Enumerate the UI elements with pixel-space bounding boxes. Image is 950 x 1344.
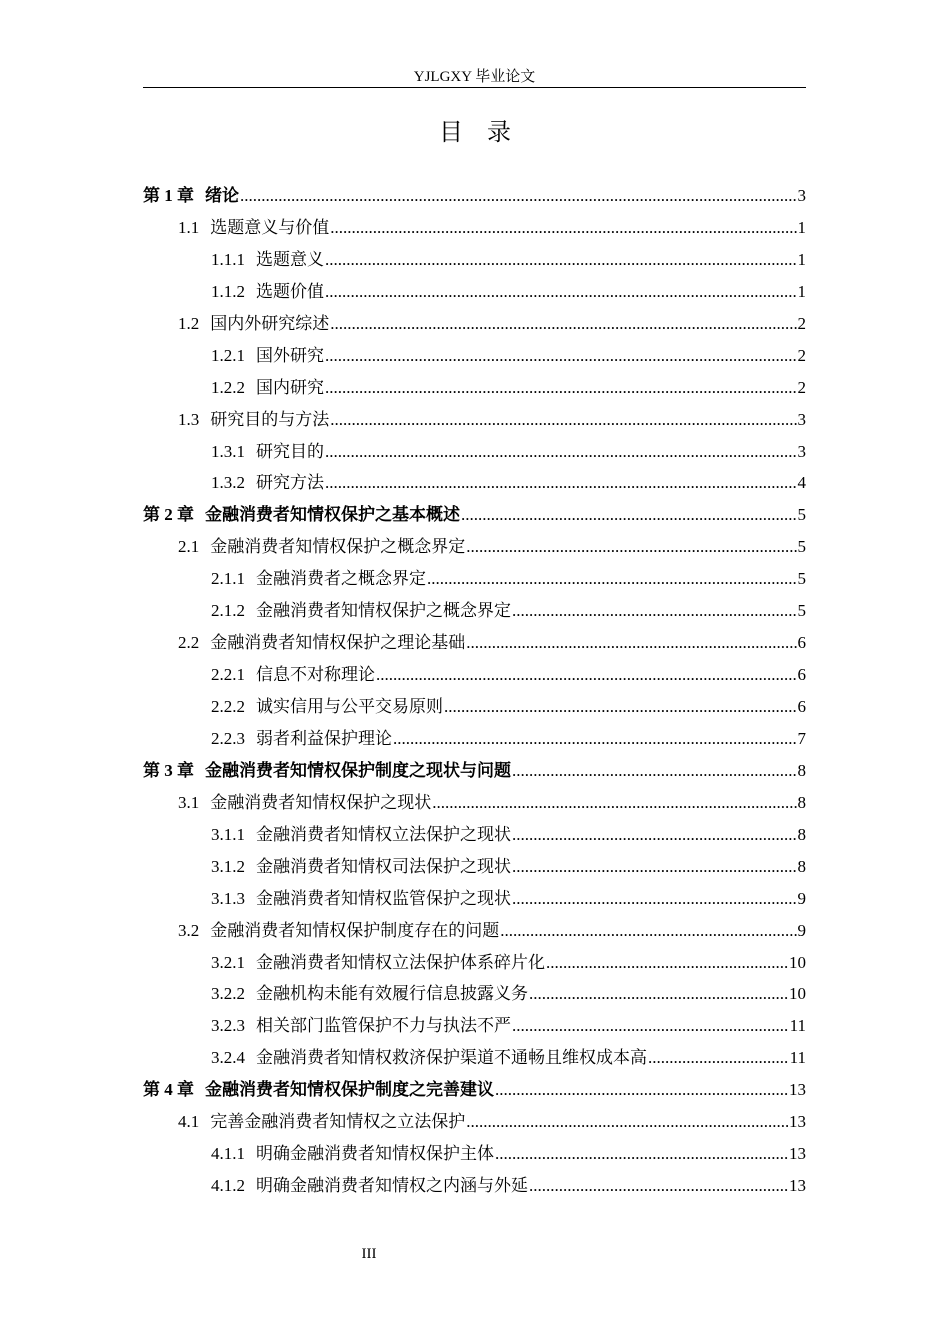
toc-entry-number: 2.1 — [178, 537, 200, 557]
toc-entry-number: 3.1.2 — [211, 856, 245, 876]
toc-entry[interactable] — [143, 436, 806, 468]
toc-entry-title: 完善金融消费者知情权之立法保护 — [210, 1112, 466, 1132]
toc-entry[interactable] — [143, 787, 806, 819]
toc-entry-title: 相关部门监管保护不力与执法不严 — [256, 1016, 511, 1036]
toc-entry-title: 国内外研究综述 — [210, 313, 330, 333]
toc-dot-leader — [330, 308, 796, 340]
toc-entry-number: 4.1.1 — [211, 1144, 245, 1164]
toc-entry[interactable] — [143, 404, 806, 436]
toc-entry-title: 金融消费者知情权司法保护之现状 — [256, 856, 511, 876]
toc-entry[interactable] — [143, 915, 806, 947]
toc-entry-number: 3.1 — [178, 792, 200, 812]
toc-entry[interactable] — [143, 340, 806, 372]
toc-entry-number: 2.2 — [178, 633, 200, 653]
toc-dot-leader — [495, 1138, 788, 1170]
toc-entry-page: 8 — [797, 856, 806, 876]
toc-dot-leader — [512, 595, 797, 627]
toc-entry-number: 第 3 章 — [143, 760, 194, 780]
toc-entry-page: 1 — [797, 217, 806, 237]
toc-dot-leader — [512, 755, 797, 787]
toc-entry-title: 金融消费者知情权保护之理论基础 — [210, 633, 466, 653]
toc-dot-leader — [376, 659, 797, 691]
toc-entry-title: 国内研究 — [256, 377, 324, 397]
toc-entry-title: 选题意义 — [256, 249, 324, 269]
toc-entry-page: 2 — [797, 377, 806, 397]
toc-dot-leader — [512, 883, 797, 915]
toc-entry-title: 金融消费者知情权保护之现状 — [210, 792, 432, 812]
toc-dot-leader — [466, 531, 796, 563]
toc-entry[interactable] — [143, 851, 806, 883]
toc-entry-title: 诚实信用与公平交易原则 — [256, 697, 443, 716]
toc-entry-title: 弱者利益保护理论 — [256, 728, 392, 748]
toc-entry-title: 金融消费者知情权保护之基本概述 — [205, 505, 460, 525]
toc-entry-title: 金融消费者知情权立法保护之现状 — [256, 824, 511, 844]
toc-entry-number: 1.2 — [178, 313, 200, 333]
toc-entry-page: 3 — [797, 441, 806, 461]
toc-entry-title: 明确金融消费者知情权保护主体 — [256, 1144, 494, 1164]
toc-dot-leader — [240, 180, 797, 212]
toc-entry[interactable] — [143, 563, 806, 595]
toc-entry[interactable] — [143, 1170, 806, 1202]
toc-entry-page: 4 — [797, 473, 806, 493]
toc-dot-leader — [325, 467, 797, 499]
toc-entry[interactable] — [143, 1074, 806, 1106]
toc-entry-number: 1.3.1 — [211, 441, 245, 461]
toc-entry-page: 9 — [797, 920, 806, 940]
toc-entry[interactable] — [143, 947, 806, 979]
toc-dot-leader — [325, 276, 797, 308]
toc-dot-leader — [495, 1074, 788, 1106]
toc-entry-title: 金融消费者知情权保护之概念界定 — [210, 537, 466, 557]
toc-dot-leader — [461, 499, 797, 531]
toc-entry-number: 3.2.2 — [211, 984, 245, 1004]
toc-entry-number: 4.1 — [178, 1112, 200, 1132]
toc-entry-number: 第 4 章 — [143, 1080, 194, 1100]
toc-entry-number: 1.2.1 — [211, 345, 245, 365]
toc-entry[interactable] — [143, 595, 806, 627]
toc-entry-page: 13 — [789, 1176, 806, 1196]
toc-entry-title: 金融消费者知情权立法保护体系碎片化 — [256, 952, 545, 972]
toc-dot-leader — [512, 819, 797, 851]
header-text: YJLGXY 毕业论文 — [413, 69, 536, 85]
toc-dot-leader — [648, 1042, 789, 1074]
toc-entry[interactable] — [143, 1042, 806, 1074]
toc-entry-page: 6 — [797, 633, 806, 653]
toc-dot-leader — [432, 787, 796, 819]
toc-entry-title: 金融消费者知情权保护制度之现状与问题 — [205, 760, 511, 780]
toc-dot-leader — [529, 978, 788, 1010]
toc-entry-title: 金融机构未能有效履行信息披露义务 — [256, 984, 528, 1004]
toc-entry[interactable] — [143, 659, 806, 691]
toc-dot-leader — [466, 627, 796, 659]
page-header — [143, 68, 806, 88]
toc-entry-number: 1.1 — [178, 217, 200, 237]
toc-entry-page: 5 — [797, 505, 806, 525]
toc-entry[interactable] — [143, 531, 806, 563]
toc-entry-title: 信息不对称理论 — [256, 665, 375, 685]
toc-dot-leader — [466, 1106, 788, 1138]
toc-dot-leader — [325, 340, 797, 372]
toc-entry-page: 8 — [797, 792, 806, 812]
toc-entry[interactable] — [143, 212, 806, 244]
toc-entry-page: 9 — [797, 888, 806, 908]
toc-entry-page: 11 — [789, 1048, 806, 1068]
toc-entry-page: 3 — [797, 409, 806, 429]
toc-entry[interactable] — [143, 467, 806, 499]
toc-entry-title: 金融消费者知情权保护之概念界定 — [256, 601, 511, 621]
toc-entry[interactable] — [143, 1010, 806, 1042]
toc-entry-number: 3.1.3 — [211, 888, 245, 908]
toc-entry[interactable] — [143, 627, 806, 659]
toc-entry[interactable] — [143, 1138, 806, 1170]
toc-entry[interactable] — [143, 276, 806, 308]
toc-entry-title: 金融消费者知情权监管保护之现状 — [256, 888, 511, 908]
toc-entry-page: 11 — [789, 1016, 806, 1036]
toc-entry-number: 2.2.3 — [211, 728, 245, 748]
toc-entry-number: 3.2.3 — [211, 1016, 245, 1036]
toc-dot-leader — [512, 851, 797, 883]
toc-entry-number: 3.2.4 — [211, 1048, 245, 1068]
toc-entry-page: 1 — [797, 249, 806, 269]
toc-dot-leader — [325, 436, 797, 468]
toc-entry[interactable] — [143, 1106, 806, 1138]
toc-entry-number: 3.1.1 — [211, 824, 245, 844]
toc-entry-page: 13 — [789, 1144, 806, 1164]
toc-entry[interactable] — [143, 723, 806, 755]
page-number: III — [361, 1246, 377, 1262]
toc-entry-number: 4.1.2 — [211, 1176, 245, 1196]
toc-entry[interactable] — [143, 978, 806, 1010]
toc-entry[interactable] — [143, 499, 806, 531]
toc-entry-title: 金融消费者之概念界定 — [256, 569, 426, 589]
toc-entry-page: 6 — [797, 697, 806, 716]
toc-entry[interactable] — [143, 372, 806, 404]
toc-entry-page: 2 — [797, 345, 806, 365]
toc-entry-number: 1.3.2 — [211, 473, 245, 493]
toc-entry-title: 选题意义与价值 — [210, 217, 330, 237]
toc-entry-title: 金融消费者知情权救济保护渠道不通畅且维权成本高 — [256, 1048, 647, 1068]
toc-dot-leader — [330, 404, 796, 436]
toc-entry-number: 3.2.1 — [211, 952, 245, 972]
toc-dot-leader — [512, 1010, 789, 1042]
toc-dot-leader — [444, 691, 797, 723]
toc-entry-number: 第 2 章 — [143, 505, 194, 525]
toc-entry[interactable] — [143, 883, 806, 915]
toc-entry-page: 5 — [797, 601, 806, 621]
toc-dot-leader — [500, 915, 796, 947]
toc-entry-page: 8 — [797, 824, 806, 844]
toc-entry-page: 10 — [789, 952, 806, 972]
toc-entry-title: 选题价值 — [256, 281, 324, 301]
toc-dot-leader — [393, 723, 797, 755]
toc-entry-number: 1.2.2 — [211, 377, 245, 397]
toc-title: 目 录 — [439, 120, 511, 146]
toc-entry[interactable] — [143, 755, 806, 787]
toc-entry-number: 1.1.2 — [211, 281, 245, 301]
toc-entry-page: 13 — [789, 1112, 806, 1132]
toc-entry-number: 1.3 — [178, 409, 200, 429]
toc-entry-page: 13 — [789, 1080, 806, 1100]
toc-entry-page: 8 — [797, 760, 806, 780]
toc-entry-page: 6 — [797, 665, 806, 685]
toc-entry-page: 5 — [797, 569, 806, 589]
toc-entry[interactable] — [143, 180, 806, 212]
toc-entry-number: 2.2.2 — [211, 697, 245, 716]
toc-entry-number: 第 1 章 — [143, 186, 194, 205]
toc-entry-title: 研究目的与方法 — [210, 409, 330, 429]
toc-entry[interactable] — [143, 691, 806, 723]
toc-entry-page: 3 — [797, 186, 806, 205]
toc-dot-leader — [546, 947, 788, 979]
toc-entry-title: 研究方法 — [256, 473, 324, 493]
toc-dot-leader — [325, 244, 797, 276]
toc-entry-title: 绪论 — [205, 186, 239, 205]
toc-entry-page: 1 — [797, 281, 806, 301]
toc-entry-page: 5 — [797, 537, 806, 557]
toc-entry[interactable] — [143, 308, 806, 340]
toc-entry-number: 3.2 — [178, 920, 200, 940]
toc-entry-page: 10 — [789, 984, 806, 1004]
toc-entry-page: 7 — [797, 728, 806, 748]
toc-entry-number: 2.1.1 — [211, 569, 245, 589]
toc-entry-number: 1.1.1 — [211, 249, 245, 269]
toc-dot-leader — [325, 372, 797, 404]
toc-dot-leader — [529, 1170, 788, 1202]
toc-entry-title: 国外研究 — [256, 345, 324, 365]
table-of-contents — [143, 180, 806, 1202]
toc-entry-page: 2 — [797, 313, 806, 333]
toc-entry[interactable] — [143, 819, 806, 851]
toc-dot-leader — [427, 563, 797, 595]
toc-entry-title: 研究目的 — [256, 441, 324, 461]
toc-entry-title: 金融消费者知情权保护制度之完善建议 — [205, 1080, 494, 1100]
toc-entry-number: 2.2.1 — [211, 665, 245, 685]
toc-entry-number: 2.1.2 — [211, 601, 245, 621]
toc-dot-leader — [330, 212, 796, 244]
toc-entry-title: 明确金融消费者知情权之内涵与外延 — [256, 1176, 528, 1196]
toc-entry[interactable] — [143, 244, 806, 276]
toc-entry-title: 金融消费者知情权保护制度存在的问题 — [210, 920, 500, 940]
